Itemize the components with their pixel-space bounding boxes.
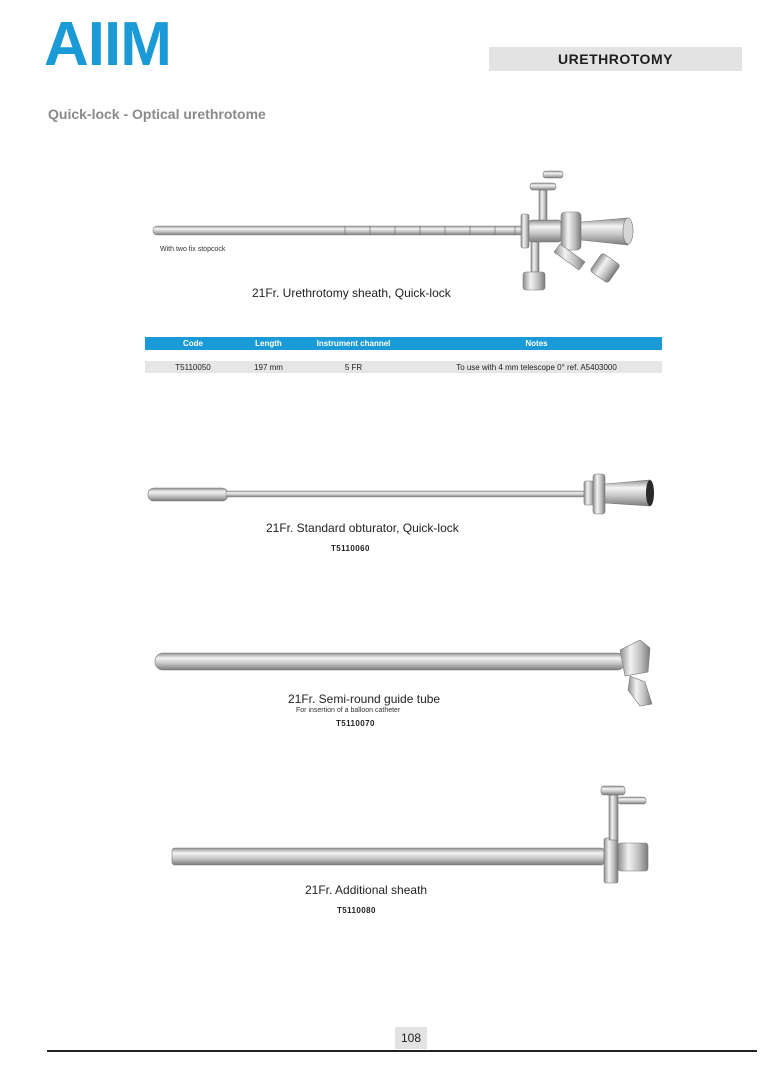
standard-obturator-image	[148, 474, 654, 514]
section-title: URETHROTOMY	[489, 47, 742, 71]
guide-tube-subtitle: For insertion of a balloon catheter	[296, 707, 401, 714]
table-header	[145, 337, 662, 350]
cell-length: 197 mm	[254, 362, 283, 372]
sheath-note: With two fix stopcock	[160, 246, 226, 253]
header-length: Length	[255, 339, 282, 348]
guide-tube-title: 21Fr. Semi-round guide tube	[288, 692, 441, 706]
cell-code: T5110050	[175, 362, 211, 372]
brand-logo: AIIM	[44, 10, 171, 79]
additional-sheath-image	[172, 786, 648, 883]
additional-sheath-title: 21Fr. Additional sheath	[305, 883, 428, 897]
table-row	[145, 361, 662, 373]
header-notes: Notes	[525, 339, 548, 348]
footer-rule	[47, 1050, 757, 1052]
cell-instrument-channel: 5 FR	[344, 362, 363, 372]
urethrotomy-sheath-image	[153, 171, 633, 290]
spec-table	[145, 337, 662, 373]
header-instrument-channel: Instrument channel	[316, 339, 391, 348]
product-family-title: Quick-lock - Optical urethrotome	[48, 106, 266, 122]
guide-tube-code: T5110070	[336, 719, 375, 728]
header-code: Code	[183, 339, 203, 348]
sheath-title: 21Fr. Urethrotomy sheath, Quick-lock	[252, 286, 451, 300]
obturator-code: T5110060	[331, 544, 370, 553]
additional-sheath-code: T5110080	[337, 906, 376, 915]
page-number: 108	[395, 1027, 427, 1049]
cell-notes: To use with 4 mm telescope 0° ref. A5403000	[456, 362, 617, 372]
obturator-title: 21Fr. Standard obturator, Quick-lock	[266, 521, 459, 535]
